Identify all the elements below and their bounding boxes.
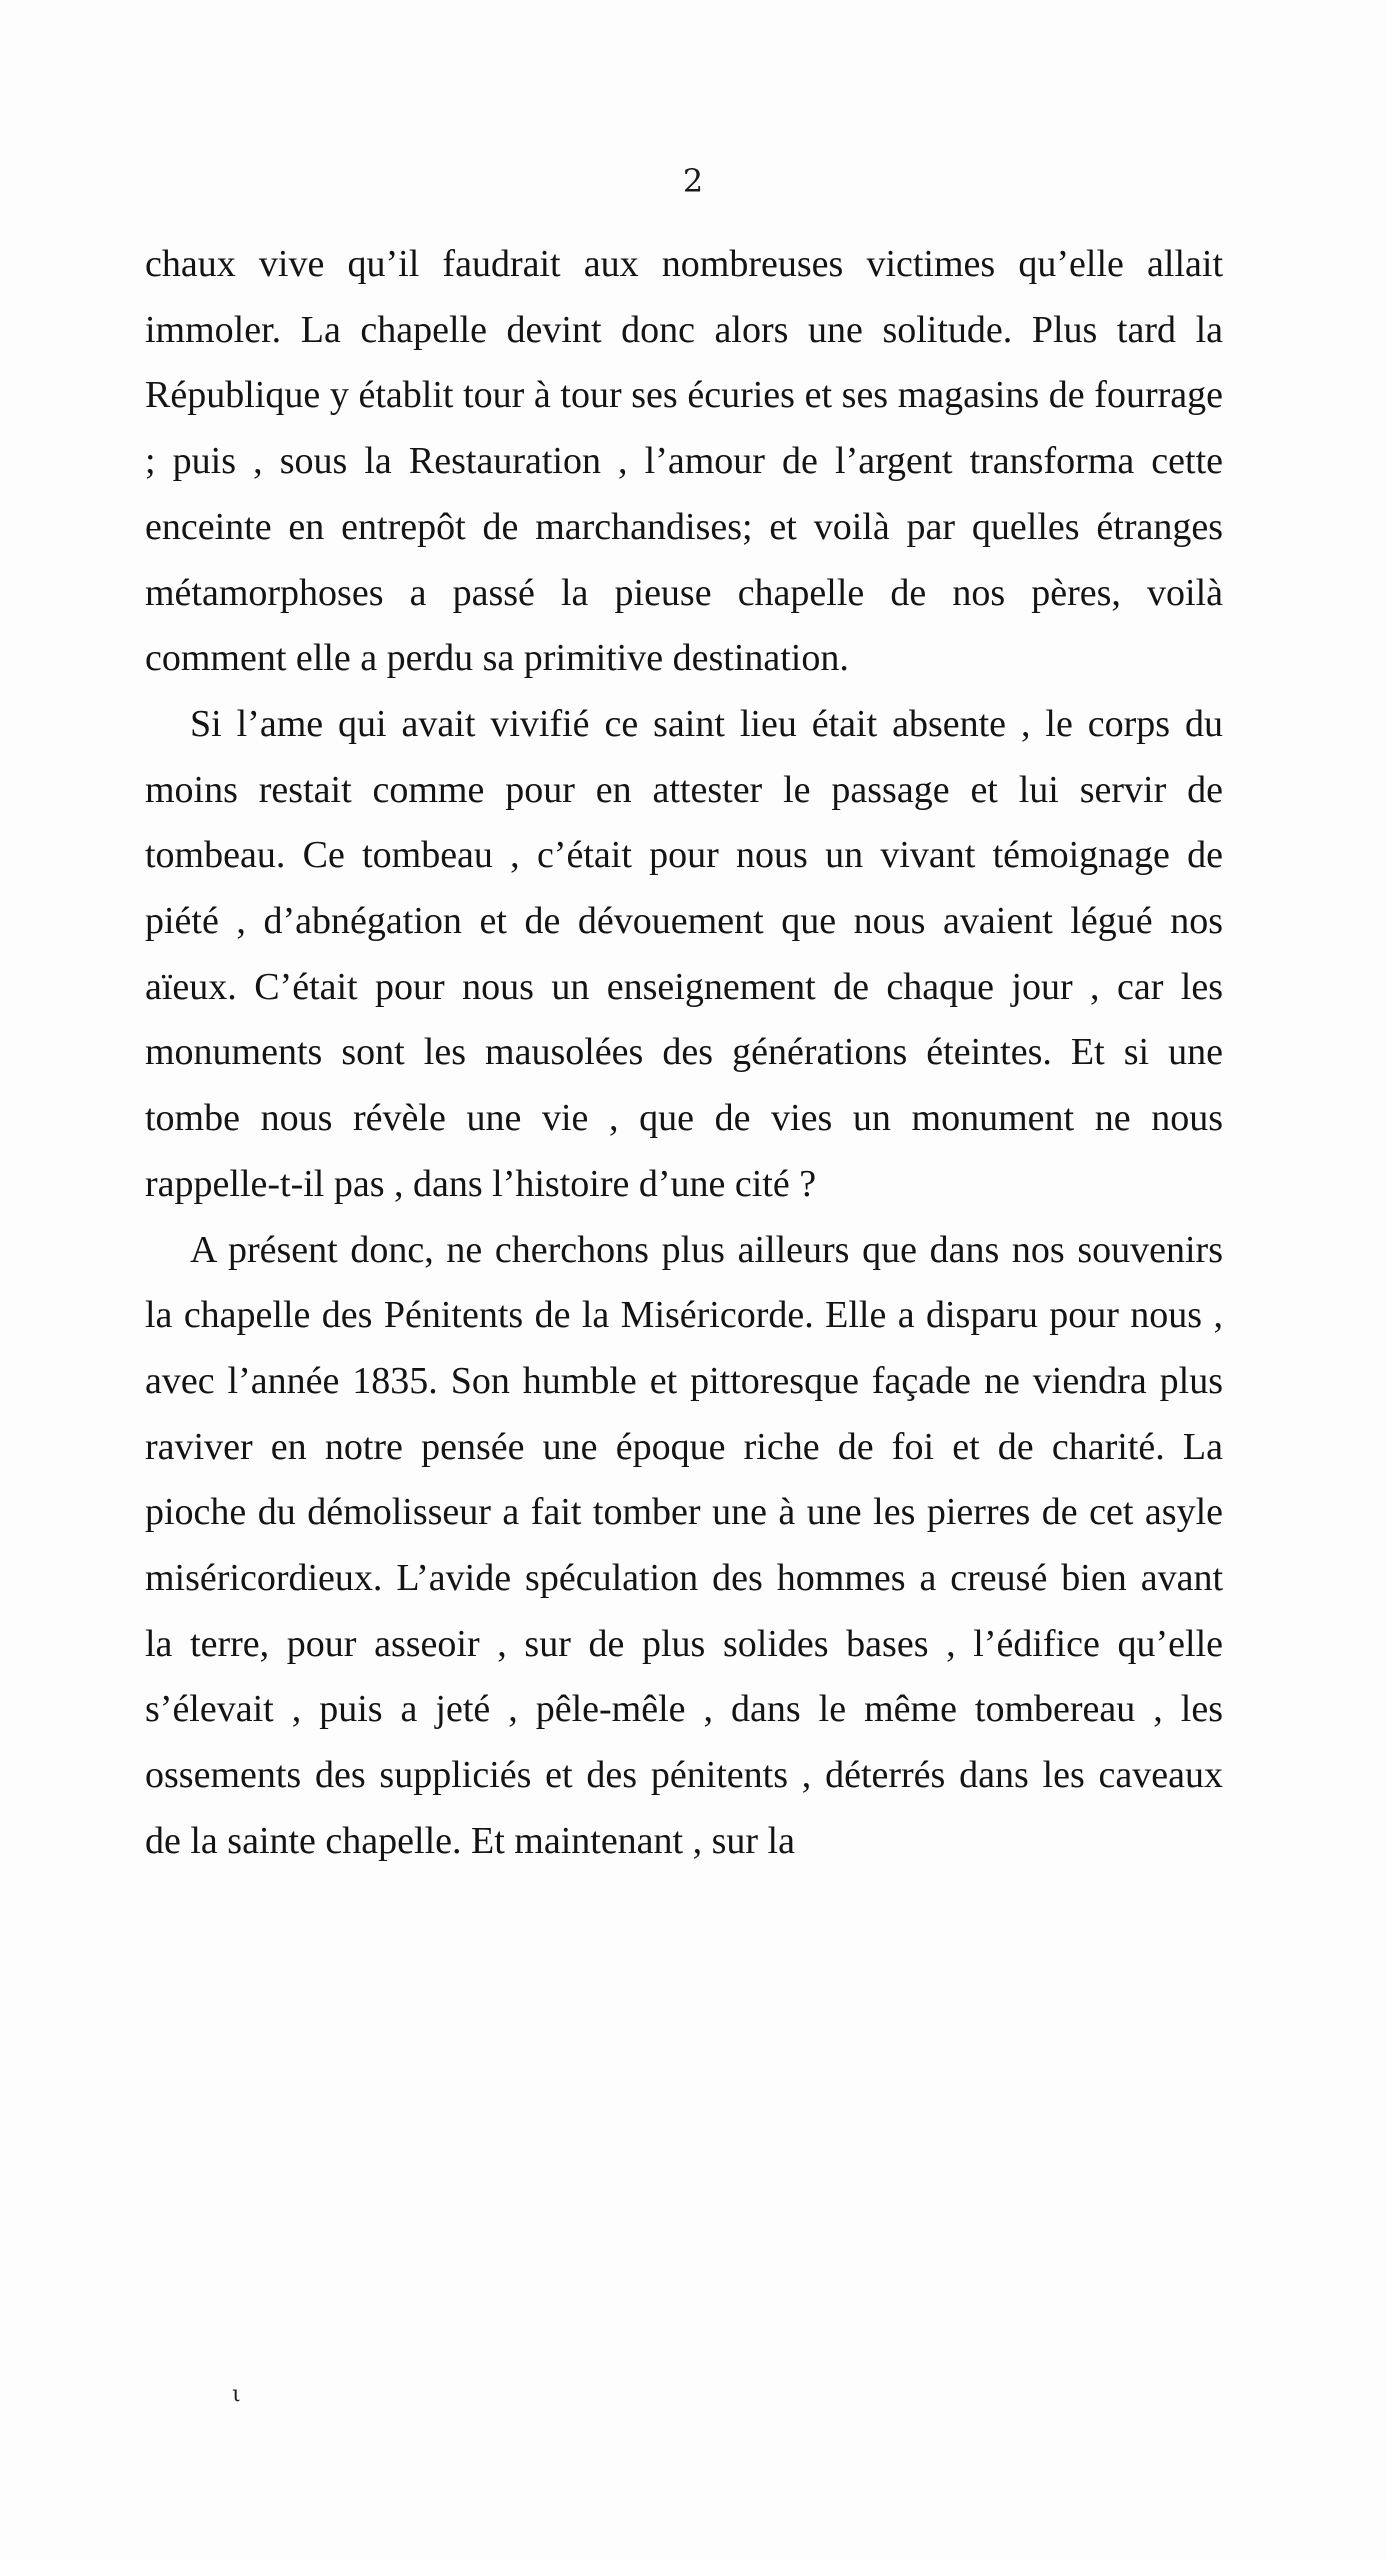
paragraph-3: A présent donc, ne cherchons plus ailleurs que dans nos souvenirs la chapelle des Pénitents de la Miséricorde. Elle a disparu pour nous , avec l’année 1835. Son humble et pittoresque façade ne viendra plus raviver en notre pensée une époque riche de foi et de charité. La pioche du démolisseur a fait tomber une à une les pierres de cet asyle miséricordieux. L’avide spéculation des hommes a creusé bien avant la terre, pour asseoir , sur de plus solides bases , l’édifice qu’elle s’élevait , puis a jeté , pêle-mêle , dans le même tombereau , les ossements des suppliciés et des pénitents , déterrés dans les caveaux de la sainte chapelle. Et maintenant , sur la: [145, 1228, 1223, 1862]
stray-print-mark: ι: [232, 2382, 241, 2407]
paragraph-2: Si l’ame qui avait vivifié ce saint lieu était absente , le corps du moins restait comme pour en attester le passage et lui servir de tombeau. Ce tombeau , c’était pour nous un vivant témoignage de piété , d’abnégation et de dévouement que nous avaient légué nos aïeux. C’était pour nous un enseignement de chaque jour , car les monuments sont les mausolées des générations éteintes. Et si une tombe nous révèle une vie , que de vies un monument ne nous rappelle-t-il pas , dans l’histoire d’une cité ?: [145, 702, 1223, 1205]
page-body: [145, 232, 1223, 1875]
page-number: 2: [682, 162, 704, 200]
paragraph-1: chaux vive qu’il faudrait aux nombreuses victimes qu’elle allait immoler. La chapelle devint donc alors une solitude. Plus tard la République y établit tour à tour ses écuries et ses magasins de fourrage ; puis , sous la Restauration , l’amour de l’argent transforma cette enceinte en entrepôt de marchandises; et voilà par quelles étranges métamorphoses a passé la pieuse chapelle de nos pères, voilà comment elle a perdu sa primitive destination.: [145, 243, 1223, 680]
